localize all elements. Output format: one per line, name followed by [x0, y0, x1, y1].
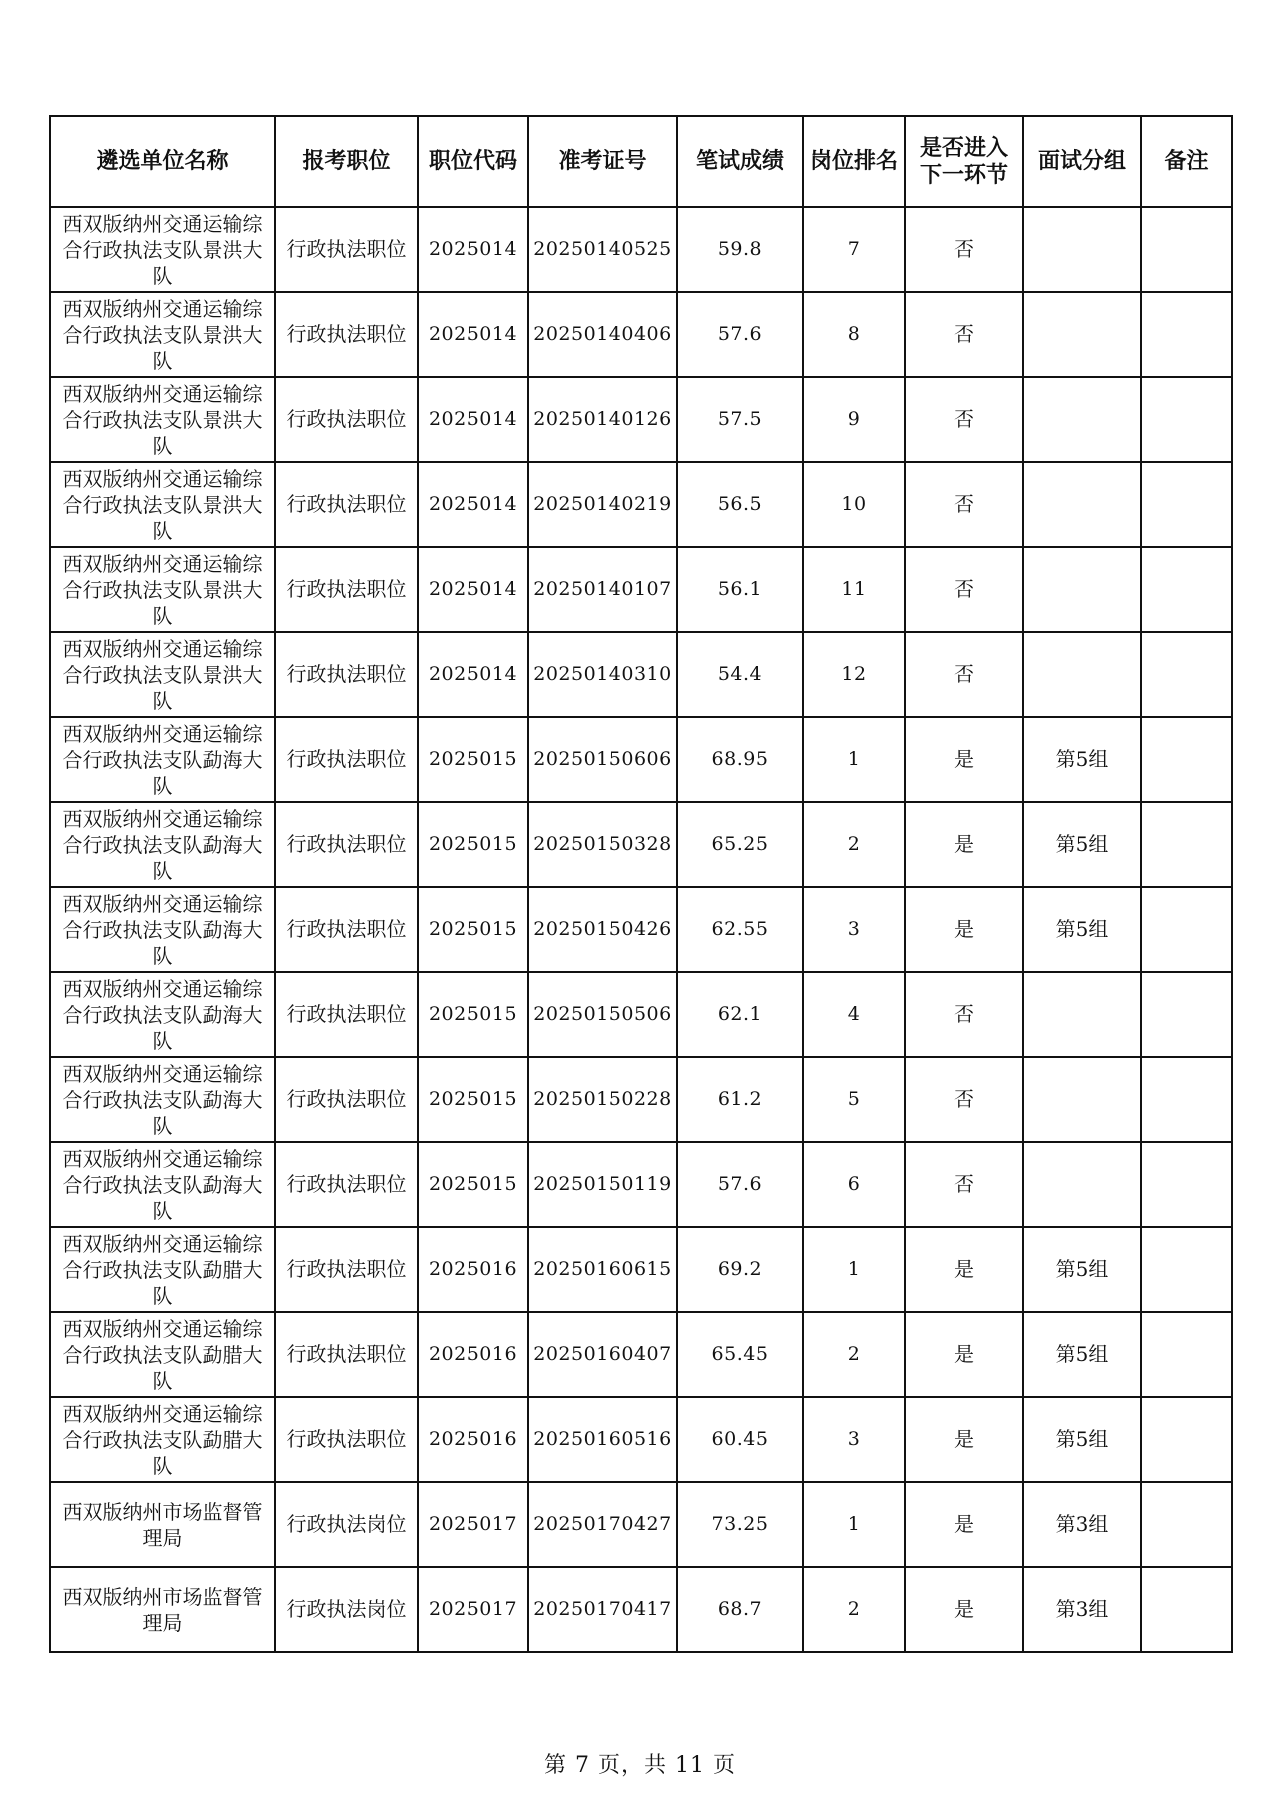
- cell-unit-name: 西双版纳州交通运输综合行政执法支队景洪大队: [50, 292, 275, 377]
- cell-advance: 否: [905, 632, 1023, 717]
- cell-position-code: 2025015: [418, 717, 528, 802]
- cell-position-code: 2025015: [418, 887, 528, 972]
- cell-interview-group: 第3组: [1023, 1567, 1141, 1652]
- cell-rank: 1: [803, 1227, 905, 1312]
- header-position-code: 职位代码: [418, 116, 528, 207]
- table-row: [50, 1312, 1232, 1397]
- cell-written-score: 68.95: [677, 717, 803, 802]
- cell-interview-group: 第5组: [1023, 717, 1141, 802]
- cell-rank: 1: [803, 717, 905, 802]
- cell-written-score: 57.6: [677, 292, 803, 377]
- cell-position: 行政执法职位: [275, 717, 418, 802]
- header-remark: 备注: [1141, 116, 1232, 207]
- cell-ticket-number: 20250140126: [528, 377, 677, 462]
- cell-rank: 5: [803, 1057, 905, 1142]
- table-row: [50, 207, 1232, 292]
- cell-interview-group: [1023, 1142, 1141, 1227]
- cell-position: 行政执法职位: [275, 547, 418, 632]
- cell-interview-group: [1023, 462, 1141, 547]
- cell-advance: 是: [905, 887, 1023, 972]
- cell-position: 行政执法职位: [275, 1312, 418, 1397]
- cell-position: 行政执法职位: [275, 632, 418, 717]
- cell-remark: [1141, 887, 1232, 972]
- cell-ticket-number: 20250150328: [528, 802, 677, 887]
- table-row: [50, 632, 1232, 717]
- cell-interview-group: [1023, 292, 1141, 377]
- cell-advance: 是: [905, 1312, 1023, 1397]
- cell-advance: 是: [905, 1567, 1023, 1652]
- cell-advance: 否: [905, 972, 1023, 1057]
- cell-position-code: 2025015: [418, 1057, 528, 1142]
- cell-advance: 否: [905, 1057, 1023, 1142]
- cell-unit-name: 西双版纳州交通运输综合行政执法支队勐海大队: [50, 887, 275, 972]
- cell-interview-group: 第5组: [1023, 1312, 1141, 1397]
- cell-remark: [1141, 632, 1232, 717]
- cell-advance: 否: [905, 377, 1023, 462]
- table-row: [50, 1567, 1232, 1652]
- cell-ticket-number: 20250140310: [528, 632, 677, 717]
- table-row: [50, 292, 1232, 377]
- cell-rank: 6: [803, 1142, 905, 1227]
- cell-rank: 4: [803, 972, 905, 1057]
- cell-unit-name: 西双版纳州交通运输综合行政执法支队勐海大队: [50, 802, 275, 887]
- cell-unit-name: 西双版纳州市场监督管理局: [50, 1567, 275, 1652]
- cell-rank: 7: [803, 207, 905, 292]
- cell-advance: 是: [905, 1397, 1023, 1482]
- cell-unit-name: 西双版纳州交通运输综合行政执法支队景洪大队: [50, 462, 275, 547]
- cell-ticket-number: 20250140219: [528, 462, 677, 547]
- cell-written-score: 57.6: [677, 1142, 803, 1227]
- table-row: [50, 462, 1232, 547]
- cell-written-score: 65.25: [677, 802, 803, 887]
- cell-interview-group: 第5组: [1023, 1397, 1141, 1482]
- header-row: [50, 116, 1232, 207]
- table-row: [50, 1482, 1232, 1567]
- cell-interview-group: 第5组: [1023, 1227, 1141, 1312]
- cell-remark: [1141, 292, 1232, 377]
- table-row: [50, 1397, 1232, 1482]
- cell-position-code: 2025014: [418, 207, 528, 292]
- cell-remark: [1141, 1142, 1232, 1227]
- cell-position: 行政执法职位: [275, 292, 418, 377]
- cell-interview-group: [1023, 1057, 1141, 1142]
- cell-ticket-number: 20250140525: [528, 207, 677, 292]
- cell-rank: 1: [803, 1482, 905, 1567]
- cell-written-score: 59.8: [677, 207, 803, 292]
- cell-position-code: 2025014: [418, 547, 528, 632]
- header-position: 报考职位: [275, 116, 418, 207]
- cell-ticket-number: 20250140107: [528, 547, 677, 632]
- cell-remark: [1141, 207, 1232, 292]
- cell-unit-name: 西双版纳州交通运输综合行政执法支队勐腊大队: [50, 1312, 275, 1397]
- cell-written-score: 73.25: [677, 1482, 803, 1567]
- cell-unit-name: 西双版纳州交通运输综合行政执法支队景洪大队: [50, 632, 275, 717]
- cell-position: 行政执法职位: [275, 802, 418, 887]
- cell-written-score: 54.4: [677, 632, 803, 717]
- cell-advance: 否: [905, 292, 1023, 377]
- cell-position: 行政执法职位: [275, 887, 418, 972]
- table-row: [50, 1057, 1232, 1142]
- cell-interview-group: [1023, 377, 1141, 462]
- cell-ticket-number: 20250150426: [528, 887, 677, 972]
- cell-written-score: 62.55: [677, 887, 803, 972]
- table-row: [50, 972, 1232, 1057]
- cell-interview-group: 第5组: [1023, 887, 1141, 972]
- cell-remark: [1141, 1482, 1232, 1567]
- cell-position: 行政执法职位: [275, 1057, 418, 1142]
- cell-advance: 是: [905, 802, 1023, 887]
- cell-rank: 3: [803, 1397, 905, 1482]
- cell-position: 行政执法职位: [275, 972, 418, 1057]
- cell-written-score: 65.45: [677, 1312, 803, 1397]
- cell-interview-group: 第3组: [1023, 1482, 1141, 1567]
- table-row: [50, 887, 1232, 972]
- cell-rank: 8: [803, 292, 905, 377]
- cell-remark: [1141, 462, 1232, 547]
- cell-unit-name: 西双版纳州交通运输综合行政执法支队勐腊大队: [50, 1227, 275, 1312]
- cell-written-score: 60.45: [677, 1397, 803, 1482]
- cell-ticket-number: 20250170417: [528, 1567, 677, 1652]
- cell-position: 行政执法职位: [275, 1227, 418, 1312]
- cell-remark: [1141, 1057, 1232, 1142]
- cell-rank: 2: [803, 1312, 905, 1397]
- cell-position-code: 2025014: [418, 292, 528, 377]
- cell-written-score: 56.5: [677, 462, 803, 547]
- cell-advance: 是: [905, 717, 1023, 802]
- cell-advance: 否: [905, 547, 1023, 632]
- cell-interview-group: [1023, 207, 1141, 292]
- cell-written-score: 69.2: [677, 1227, 803, 1312]
- cell-remark: [1141, 377, 1232, 462]
- header-written-score: 笔试成绩: [677, 116, 803, 207]
- cell-remark: [1141, 1397, 1232, 1482]
- cell-written-score: 62.1: [677, 972, 803, 1057]
- table-row: [50, 1227, 1232, 1312]
- cell-remark: [1141, 717, 1232, 802]
- cell-remark: [1141, 802, 1232, 887]
- cell-position: 行政执法职位: [275, 377, 418, 462]
- cell-ticket-number: 20250160615: [528, 1227, 677, 1312]
- cell-position-code: 2025014: [418, 462, 528, 547]
- cell-unit-name: 西双版纳州市场监督管理局: [50, 1482, 275, 1567]
- cell-written-score: 56.1: [677, 547, 803, 632]
- cell-interview-group: 第5组: [1023, 802, 1141, 887]
- cell-ticket-number: 20250140406: [528, 292, 677, 377]
- table-row: [50, 547, 1232, 632]
- cell-ticket-number: 20250150119: [528, 1142, 677, 1227]
- header-rank: 岗位排名: [803, 116, 905, 207]
- cell-written-score: 68.7: [677, 1567, 803, 1652]
- table-row: [50, 717, 1232, 802]
- cell-remark: [1141, 1312, 1232, 1397]
- cell-advance: 否: [905, 1142, 1023, 1227]
- cell-rank: 12: [803, 632, 905, 717]
- cell-unit-name: 西双版纳州交通运输综合行政执法支队景洪大队: [50, 377, 275, 462]
- cell-ticket-number: 20250150506: [528, 972, 677, 1057]
- cell-position: 行政执法职位: [275, 1397, 418, 1482]
- cell-rank: 3: [803, 887, 905, 972]
- table-header: [50, 116, 1232, 207]
- table-row: [50, 377, 1232, 462]
- page-number: 第 7 页，共 11 页: [544, 1753, 736, 1778]
- cell-unit-name: 西双版纳州交通运输综合行政执法支队勐海大队: [50, 1057, 275, 1142]
- table-row: [50, 802, 1232, 887]
- cell-position-code: 2025015: [418, 972, 528, 1057]
- cell-position-code: 2025016: [418, 1227, 528, 1312]
- cell-interview-group: [1023, 632, 1141, 717]
- cell-advance: 否: [905, 207, 1023, 292]
- cell-position-code: 2025016: [418, 1397, 528, 1482]
- cell-rank: 2: [803, 1567, 905, 1652]
- cell-unit-name: 西双版纳州交通运输综合行政执法支队勐海大队: [50, 1142, 275, 1227]
- cell-unit-name: 西双版纳州交通运输综合行政执法支队勐海大队: [50, 717, 275, 802]
- cell-unit-name: 西双版纳州交通运输综合行政执法支队景洪大队: [50, 207, 275, 292]
- cell-unit-name: 西双版纳州交通运输综合行政执法支队景洪大队: [50, 547, 275, 632]
- table-row: [50, 1142, 1232, 1227]
- results-table: [49, 115, 1233, 1653]
- table-body: [50, 207, 1232, 1652]
- cell-interview-group: [1023, 972, 1141, 1057]
- cell-ticket-number: 20250160407: [528, 1312, 677, 1397]
- header-ticket-number: 准考证号: [528, 116, 677, 207]
- cell-position: 行政执法职位: [275, 462, 418, 547]
- cell-unit-name: 西双版纳州交通运输综合行政执法支队勐海大队: [50, 972, 275, 1057]
- cell-written-score: 61.2: [677, 1057, 803, 1142]
- header-advance: 是否进入下一环节: [905, 116, 1023, 207]
- cell-interview-group: [1023, 547, 1141, 632]
- cell-position-code: 2025016: [418, 1312, 528, 1397]
- cell-advance: 否: [905, 462, 1023, 547]
- cell-written-score: 57.5: [677, 377, 803, 462]
- cell-remark: [1141, 1567, 1232, 1652]
- cell-remark: [1141, 972, 1232, 1057]
- cell-remark: [1141, 1227, 1232, 1312]
- cell-position-code: 2025015: [418, 802, 528, 887]
- cell-position-code: 2025014: [418, 377, 528, 462]
- cell-position: 行政执法岗位: [275, 1482, 418, 1567]
- header-unit-name: 遴选单位名称: [50, 116, 275, 207]
- cell-rank: 10: [803, 462, 905, 547]
- header-interview-group: 面试分组: [1023, 116, 1141, 207]
- cell-unit-name: 西双版纳州交通运输综合行政执法支队勐腊大队: [50, 1397, 275, 1482]
- cell-position-code: 2025017: [418, 1482, 528, 1567]
- cell-ticket-number: 20250170427: [528, 1482, 677, 1567]
- cell-position: 行政执法职位: [275, 207, 418, 292]
- cell-position: 行政执法职位: [275, 1142, 418, 1227]
- cell-ticket-number: 20250160516: [528, 1397, 677, 1482]
- cell-position-code: 2025014: [418, 632, 528, 717]
- cell-remark: [1141, 547, 1232, 632]
- cell-rank: 2: [803, 802, 905, 887]
- cell-rank: 9: [803, 377, 905, 462]
- cell-position-code: 2025017: [418, 1567, 528, 1652]
- cell-advance: 是: [905, 1482, 1023, 1567]
- cell-position: 行政执法岗位: [275, 1567, 418, 1652]
- cell-rank: 11: [803, 547, 905, 632]
- cell-position-code: 2025015: [418, 1142, 528, 1227]
- cell-advance: 是: [905, 1227, 1023, 1312]
- cell-ticket-number: 20250150228: [528, 1057, 677, 1142]
- cell-ticket-number: 20250150606: [528, 717, 677, 802]
